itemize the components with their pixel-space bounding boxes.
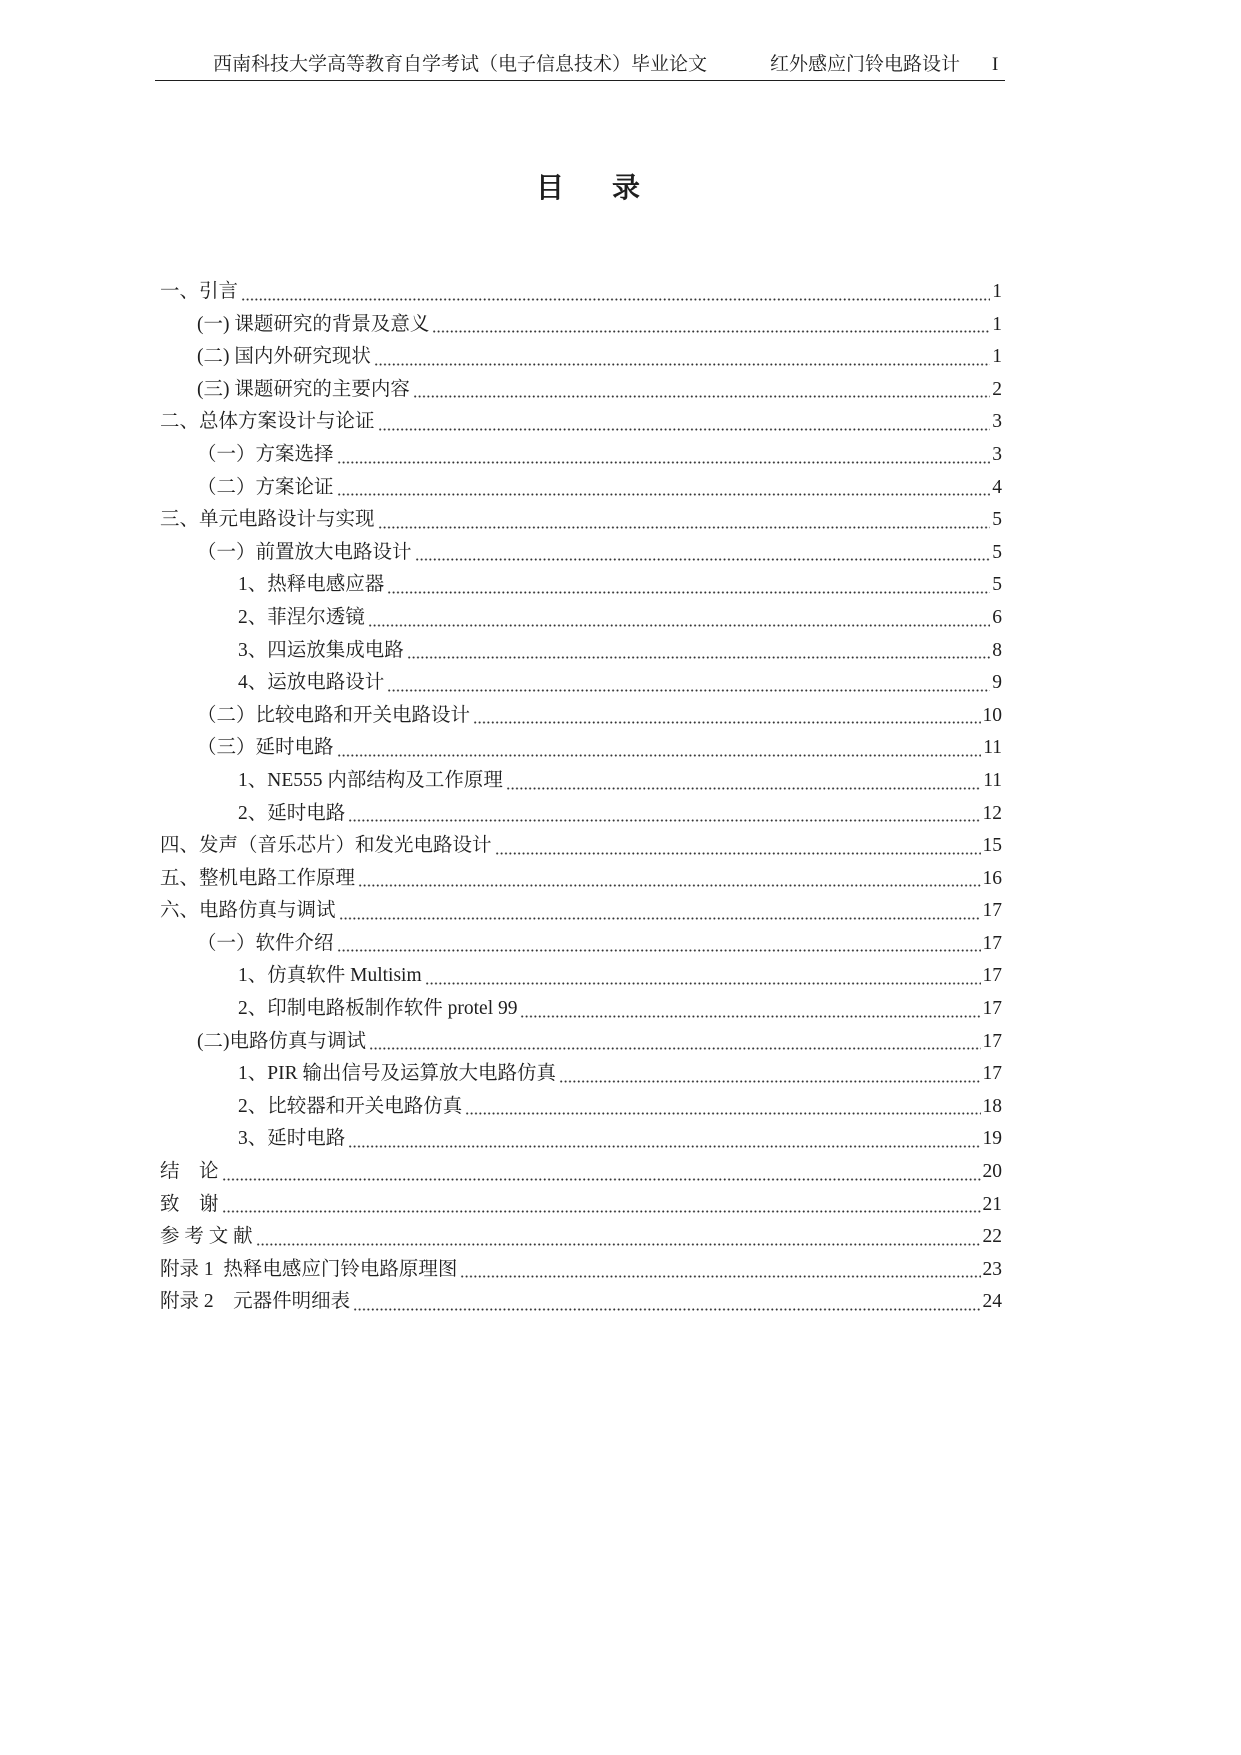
toc-entry-page-number: 2	[992, 378, 1002, 400]
toc-entry-page-number: 20	[982, 1161, 1002, 1183]
toc-dot-leader	[337, 439, 991, 472]
toc-entry	[160, 374, 1002, 407]
toc-dot-leader	[432, 309, 990, 342]
toc-entry-page-number: 17	[982, 1030, 1002, 1052]
toc-entry-label: 1、仿真软件 Multisim	[238, 965, 422, 987]
toc-dot-leader	[506, 765, 981, 798]
toc-dot-leader	[353, 1286, 980, 1319]
toc-entry-label: (二)电路仿真与调试	[197, 1030, 366, 1052]
toc-entry-page-number: 9	[992, 672, 1002, 694]
toc-list	[160, 276, 1002, 1319]
toc-dot-leader	[374, 341, 990, 374]
toc-entry-label: 2、印制电路板制作软件 protel 99	[238, 998, 518, 1020]
toc-entry-label: 1、热释电感应器	[238, 574, 385, 596]
toc-entry-page-number: 5	[992, 509, 1002, 531]
toc-entry-label: (二) 国内外研究现状	[197, 346, 371, 368]
toc-entry-page-number: 10	[982, 704, 1002, 726]
toc-entry	[160, 1026, 1002, 1059]
toc-entry	[160, 1254, 1002, 1287]
toc-entry-page-number: 8	[992, 639, 1002, 661]
header-thesis-title: 西南科技大学高等教育自学考试（电子信息技术）毕业论文	[213, 54, 708, 75]
toc-entry	[160, 1156, 1002, 1189]
toc-dot-leader	[348, 798, 980, 831]
toc-entry-label: 4、运放电路设计	[238, 672, 385, 694]
toc-entry-label: （一）前置放大电路设计	[197, 541, 412, 563]
toc-entry	[160, 1221, 1002, 1254]
toc-entry-page-number: 22	[982, 1226, 1002, 1248]
toc-entry-page-number: 11	[983, 769, 1002, 791]
toc-entry	[160, 1189, 1002, 1222]
toc-dot-leader	[495, 830, 981, 863]
toc-entry-label: 附录 1 热释电感应门铃电路原理图	[160, 1258, 458, 1280]
header-paper-title: 红外感应门铃电路设计	[770, 54, 961, 75]
toc-entry-label: （二）方案论证	[197, 476, 334, 498]
toc-entry-page-number: 18	[982, 1095, 1002, 1117]
toc-entry	[160, 895, 1002, 928]
toc-entry-page-number: 21	[982, 1193, 1002, 1215]
toc-dot-leader	[337, 472, 991, 505]
toc-entry	[160, 732, 1002, 765]
toc-entry-page-number: 6	[992, 606, 1002, 628]
toc-dot-leader	[425, 960, 981, 993]
toc-entry-label: 三、单元电路设计与实现	[160, 509, 375, 531]
toc-entry-label: 结 论	[160, 1161, 219, 1183]
toc-entry	[160, 569, 1002, 602]
toc-entry-page-number: 15	[982, 835, 1002, 857]
toc-entry-label: 附录 2 元器件明细表	[160, 1291, 351, 1313]
toc-entry-label: （二）比较电路和开关电路设计	[197, 704, 471, 726]
toc-entry-page-number: 17	[982, 900, 1002, 922]
toc-dot-leader	[520, 993, 980, 1026]
toc-entry-page-number: 1	[992, 281, 1002, 302]
toc-entry-page-number: 4	[992, 476, 1002, 498]
toc-entry-label: 五、整机电路工作原理	[160, 867, 356, 889]
toc-dot-leader	[222, 1156, 981, 1189]
toc-dot-leader	[559, 1058, 981, 1091]
toc-entry	[160, 830, 1002, 863]
toc-dot-leader	[387, 667, 990, 700]
toc-dot-leader	[407, 635, 990, 668]
toc-dot-leader	[358, 863, 980, 896]
header-page-number: I	[992, 54, 999, 75]
toc-dot-leader	[413, 374, 990, 407]
toc-entry-label: 致 谢	[160, 1193, 219, 1215]
toc-entry	[160, 341, 1002, 374]
toc-entry	[160, 406, 1002, 439]
toc-entry-label: 1、PIR 输出信号及运算放大电路仿真	[238, 1063, 556, 1085]
toc-entry	[160, 928, 1002, 961]
toc-dot-leader	[348, 1123, 980, 1156]
toc-entry	[160, 960, 1002, 993]
toc-dot-leader	[337, 928, 981, 961]
toc-entry	[160, 700, 1002, 733]
toc-entry	[160, 798, 1002, 831]
toc-dot-leader	[241, 276, 990, 309]
toc-dot-leader	[460, 1254, 980, 1287]
toc-entry-label: （三）延时电路	[197, 737, 334, 759]
toc-entry-label: 1、NE555 内部结构及工作原理	[238, 769, 503, 791]
toc-dot-leader	[473, 700, 980, 733]
toc-entry-label: 六、电路仿真与调试	[160, 900, 336, 922]
toc-entry-page-number: 5	[992, 541, 1002, 563]
toc-entry-page-number: 3	[992, 411, 1002, 433]
toc-dot-leader	[337, 732, 982, 765]
toc-entry-page-number: 17	[982, 998, 1002, 1020]
toc-dot-leader	[368, 602, 990, 635]
toc-entry-page-number: 19	[982, 1128, 1002, 1150]
toc-entry-label: 3、四运放集成电路	[238, 639, 404, 661]
toc-entry	[160, 1123, 1002, 1156]
toc-entry	[160, 667, 1002, 700]
toc-dot-leader	[465, 1091, 980, 1124]
toc-entry-label: 3、延时电路	[238, 1128, 346, 1150]
toc-entry	[160, 439, 1002, 472]
toc-entry	[160, 602, 1002, 635]
toc-entry	[160, 309, 1002, 342]
toc-entry-page-number: 17	[982, 965, 1002, 987]
toc-dot-leader	[415, 537, 991, 570]
toc-entry	[160, 537, 1002, 570]
toc-entry	[160, 765, 1002, 798]
toc-entry	[160, 504, 1002, 537]
toc-entry	[160, 472, 1002, 505]
toc-entry	[160, 993, 1002, 1026]
toc-entry-label: （一）方案选择	[197, 443, 334, 465]
toc-entry-label: （一）软件介绍	[197, 932, 334, 954]
toc-entry	[160, 863, 1002, 896]
toc-entry-label: 二、总体方案设计与论证	[160, 411, 375, 433]
toc-entry-label: (一) 课题研究的背景及意义	[197, 313, 430, 335]
toc-entry-label: (三) 课题研究的主要内容	[197, 378, 410, 400]
toc-entry-label: 2、比较器和开关电路仿真	[238, 1095, 463, 1117]
toc-entry-page-number: 1	[992, 313, 1002, 335]
toc-entry-page-number: 24	[982, 1291, 1002, 1313]
toc-entry	[160, 1058, 1002, 1091]
toc-title: 目 录	[535, 172, 650, 203]
toc-dot-leader	[387, 569, 990, 602]
toc-entry-page-number: 17	[982, 932, 1002, 954]
toc-entry	[160, 276, 1002, 309]
toc-entry-page-number: 17	[982, 1063, 1002, 1085]
toc-entry	[160, 635, 1002, 668]
toc-entry-label: 参 考 文 献	[160, 1226, 253, 1248]
toc-entry-page-number: 12	[982, 802, 1002, 824]
toc-dot-leader	[378, 504, 991, 537]
header-rule	[155, 80, 1005, 81]
toc-entry-page-number: 11	[983, 737, 1002, 759]
toc-entry-label: 四、发声（音乐芯片）和发光电路设计	[160, 835, 492, 857]
toc-dot-leader	[339, 895, 981, 928]
toc-dot-leader	[378, 406, 991, 439]
toc-entry-label: 2、菲涅尔透镜	[238, 606, 365, 628]
toc-entry-label: 一、引言	[160, 281, 239, 302]
toc-entry	[160, 1286, 1002, 1319]
toc-entry-page-number: 1	[992, 346, 1002, 368]
toc-entry-page-number: 23	[982, 1258, 1002, 1280]
toc-dot-leader	[222, 1189, 981, 1222]
toc-dot-leader	[256, 1221, 981, 1254]
toc-dot-leader	[369, 1026, 981, 1059]
toc-entry	[160, 1091, 1002, 1124]
toc-entry-page-number: 3	[992, 443, 1002, 465]
toc-entry-page-number: 16	[982, 867, 1002, 889]
toc-entry-label: 2、延时电路	[238, 802, 346, 824]
toc-entry-page-number: 5	[992, 574, 1002, 596]
